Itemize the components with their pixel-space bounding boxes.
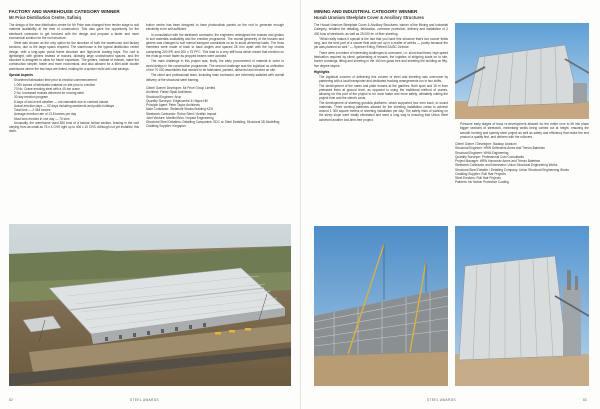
right-col2-bullets (455, 122, 589, 139)
list-item: • Total tons — 2 364 tonnes (14, 108, 139, 112)
photo-construction-cranes (314, 226, 448, 386)
credit-line: Project Manager: HRW Hannover Ames and Trenzo Baterism (455, 159, 541, 163)
highlights-list (314, 75, 448, 122)
credit-line: Cladding Supplier: Roll Hair Projects (455, 171, 506, 176)
credit-line: Structural Engineer: WHA Engineering (455, 150, 509, 155)
left-col2-para-3: The main challenge in this project was, firstly, the early procurement of material in order to avoid delays in the construction programme. The second challenge was the logistical co-ordination of the 70 000 assemblies that needed to be fabricated, painted, delivered and erected on site. (146, 59, 284, 72)
left-intro-para-1: The design of the new distribution centre for Mr Price was changed from tender stage to suit material availability at the time of construction. This also gave the opportunity for the steelwork contractor to get involved with the design and propose a faster and more economical solution for the roof structure. (9, 23, 139, 40)
left-intro-para-2: Steel was chosen as the only option for the structure of both the warehouse and factory sections, due to the large spans required. The warehouse is the typical distribution centre design, with a long-span portal frame structure and high-level loading bays. The roof is lightweight, with girders instead of trusses, allowing large unobstructed spaces, and the structure is designed to allow for future expansion. The girders, instead of trusses, make the construction simpler, faster and more economical, and also allowed for a 60m-wide double warehouse where the two bays are linked, making for a quicker build and cost savings. (9, 41, 139, 71)
right-page (300, 0, 600, 409)
left-col2-para-2: In consultation with the steelwork contractor, the engineers redesigned the trusses and girders to suit materials availability and the erection programme. The overall geometry of the trusses and girders was changed to suit normal transport constraints so as to avoid abnormal loads. The truss members were made of back to back angles and spaced 28 mm apart with the top chords comprising 200 IPE and 200 x 75 PFC. This lead to a very stiff truss which meant that erection on the ends go much faster as propped beams were avoided. (146, 32, 284, 58)
credit-line: Client/ Owner / Developer: Swakop Uranium (455, 142, 517, 146)
right-intro-para-1: The Husab Uranium Steelplate Cover & Ancillary Structures, winner of the Mining and Industrial Category, entailed the detailing, fabrication, corrosion protection, delivery and installation of 2 400 tons of steelwork, as well as 25 000 m² of fiber sheeting. (314, 23, 448, 36)
credit-line: Quantity Surveyor: Edgecombe & Hayes Hill (146, 98, 208, 103)
credit-line: Structural Engineer: Arup (146, 94, 182, 99)
right-column-2 (455, 122, 589, 222)
list-item: • 70 No. Crane erecting steel with a 40-ton crane (14, 87, 139, 91)
list-item: • 2 No. Increased trusses delivered for moving steel (14, 91, 139, 95)
list-item: • Actual erection days — 92 days including weekends and public holidays (14, 104, 139, 108)
photo-structure-exterior (455, 23, 589, 119)
left-project-subtitle: Mr Price Distribution Centre, Safiniq (9, 15, 81, 20)
right-column-1 (314, 23, 448, 223)
credit-line: Cladding Supplier: Kingspan (146, 124, 186, 129)
credit-line: Main Contractor: Stefanutti Stocks Building KZN (146, 107, 213, 112)
credit-line: Joint Venture: Mcellini Bros / Impact Engineering (146, 115, 214, 120)
list-item: • Shortened fabrication time prior to erection commencement (14, 78, 139, 82)
credit-line: Quantity Surveyor: Professional Cost Consultants (455, 154, 524, 159)
left-column-1 (9, 23, 139, 219)
left-column-2 (146, 23, 284, 219)
construction-cranes-image (314, 226, 448, 386)
right-footer-brand: STEEL AWARDS (427, 398, 456, 402)
credit-line: Structural Steel Detailers: Detailing Companies: SDC cc Steel Detailing; Structural 3D Modelling (146, 120, 280, 124)
left-column-1-tail: Unusually, the warehouse used 830 tons of a tubular hollow section, bracing in the roof varying from as small as 76 x 4 CHS right up to 406 x 10 CHS. Although not yet installed, this distri- (9, 120, 139, 134)
right-project-subtitle: Husab Uranium Steelplate Cover & Ancillary Structures (314, 15, 424, 20)
credit-line: Painters: Nu Notion Protective Coating (455, 180, 509, 185)
credit-line: Steelwork Contractor and Nominator: Union Structural Engineering Works (455, 163, 558, 168)
left-category-title: FACTORY AND WAREHOUSE CATEGORY WINNER (9, 9, 120, 14)
list-item: • 1 000 tonnes of fabricated material on site prior to erection (14, 83, 139, 87)
credit-line: Structural Steel Detailer / Detailing Company: Union Structural Engineering Works (455, 167, 569, 172)
list-item: • Most tons erected in one day — 70 tons (14, 117, 139, 121)
highlights-heading: Highlights (314, 70, 330, 75)
list-item: • Pressure early stages of truss re-development allowed for the entire rove to lift into place bigger sections of steelwork, minimising welds being carried out at height, ensuring the smooth running and speedy steel project as well as safety and efficiency that make the end product a quality first, and delivers with the rollovers. (460, 122, 589, 139)
structure-side-image (455, 226, 589, 386)
credit-line: Client/ Owner/ Developer: Mr Price Group Limited (146, 86, 216, 90)
right-intro-para-2: "What really makes it special is the fact that you have this structure that's two soccer fields long, and the best part of a soccer field wide put up in a matter of weeks — purely because the job was planned so well." — Spencer Erling, Retired SAISC Director. (314, 36, 448, 50)
right-page-number: 83 (583, 398, 587, 402)
credit-line: Architect: Fisher Sijaki Architects (146, 90, 192, 95)
photo-structure-side (455, 226, 589, 386)
right-category-title: MINING AND INDUSTRIAL CATEGORY WINNER (314, 9, 418, 14)
structure-exterior-image (455, 23, 589, 119)
aerial-photo-distribution-centre (9, 224, 291, 386)
left-col2-para-4: The client and professional team, including main contractor, are extremely satisfied with overall delivery of the structural steel framing. (146, 73, 284, 82)
list-item: • 8 days of lost-event weather — not claimable due to contract clause (14, 100, 139, 104)
credit-line: Steel Erectors: Roll Hair Projects (455, 176, 501, 180)
special-aspects-list (9, 78, 139, 121)
special-aspects-heading: Special Aspects (9, 73, 33, 78)
list-item: • The development of the rakes and plate trusses at the gantries. Both span and 16 m from prebased them at ground level, as opposed to using the traditional method of cranes, allowing for this part of the project to be done faster and more safely, ultimately cutting the project time and the client's costs. (319, 84, 448, 101)
list-item: • Average erection rate of 13.8 tonnes per day (14, 112, 139, 116)
credit-line: Principle Agent: Peter Taylor Architects (146, 103, 200, 107)
aerial-photo-image (9, 224, 291, 386)
right-intro-para-3: There were a number of interesting challenges to overcome, i.e. short lead times, high speed fabrication required by client, galvanising of trusses, the logistics of shipping loads on to site, border crossings, lifting and sheeting in the 160 km gusts free and sheeting the building on fifty-five degree slopes. (314, 50, 448, 68)
left-page-number: 82 (9, 398, 13, 402)
list-item: • The logistical concern of delivering this volume of steel and sheeting was overcome by partnering with a local transporter and dedicated trucking arrangements run in two shifts. (319, 75, 448, 84)
credit-line: Structural Engineer: HRW Defenders Ames and Trenzo Baterism (455, 146, 546, 151)
credit-line: Steelwork Contractor: Robor Steel / Avellini Impact (146, 111, 217, 116)
list-item: • The development of sheeting gondola platforms, which supported four men each, to sound materials. Three working platforms allowed for the sheeting installation crews to achieve around 1 000 square meters of sheeting installation per day. The safety risks of working on the steep slope were totally eliminated and went a long way to ensuring that Union Steel achieved another lost-time-free project. (319, 101, 448, 122)
list-item: • 30 day erection program (14, 95, 139, 99)
left-footer-brand: STEEL AWARDS (130, 398, 159, 402)
left-col2-para-1: bution centre has been designed to have photovoltaic panels on the roof to generate enough electricity to be self-sufficient. (146, 23, 284, 32)
